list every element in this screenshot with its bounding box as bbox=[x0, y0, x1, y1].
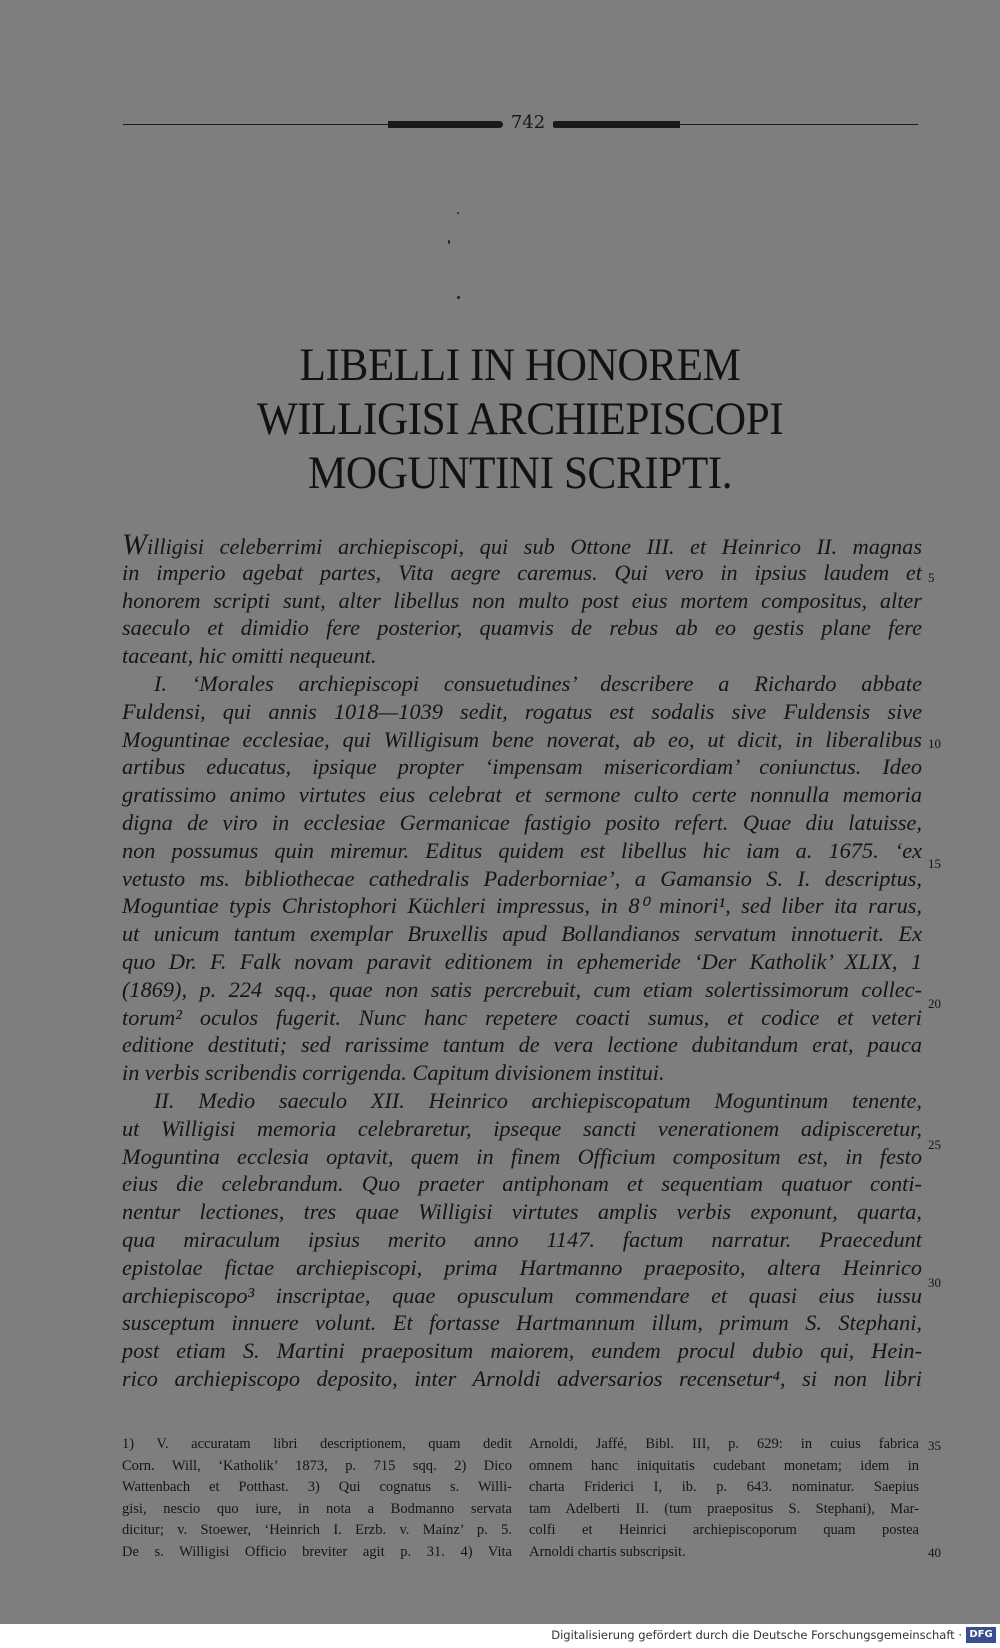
text-line: editione destituti; sed rarissime tantum de vera lectione dubitandum erat, pauca bbox=[122, 1032, 922, 1058]
footnote-line: Arnoldi, Jaffé, Bibl. III, p. 629: in cuius fabrica bbox=[529, 1436, 919, 1452]
title-line: LIBELLI IN HONOREM bbox=[299, 339, 741, 391]
line-number: 35 bbox=[928, 1438, 941, 1453]
line-number: 30 bbox=[928, 1275, 941, 1290]
text-line: torum² oculos fugerit. Nunc hanc repetere coacti sumus, et codice et veteri bbox=[122, 1004, 922, 1030]
line-number: 40 bbox=[928, 1545, 941, 1560]
text-line: artibus educatus, ipsique propter ‘impensam misericordiam’ coniunctus. Ideo bbox=[122, 754, 922, 780]
text-line: II. Medio saeculo XII. Heinrico archiepiscopatum Moguntinum tenente, bbox=[154, 1087, 922, 1113]
text-line: in imperio agebat partes, Vita aegre caremus. Qui vero in ipsius laudem et bbox=[122, 559, 922, 585]
text-line: gratissimo animo virtutes eius celebrat et sermone culto certe nonnulla memoria bbox=[122, 782, 922, 808]
text-line: eius die celebrandum. Quo praeter antiphonam et sequentiam quatuor conti- bbox=[122, 1171, 922, 1197]
footnote-line: colfi et Heinrici archiepiscoporum quam postea bbox=[529, 1522, 919, 1538]
text-line: qua miraculum ipsius merito anno 1147. factum narratur. Praecedunt bbox=[122, 1226, 922, 1252]
digitization-footer bbox=[0, 1624, 1000, 1648]
text-line: post etiam S. Martini praepositum maiorem, eundem procul dubio qui, Hein- bbox=[122, 1338, 922, 1364]
line-number: 10 bbox=[928, 736, 941, 751]
footnote-line: gisi, nescio quo iure, in nota a Bodmanno servata bbox=[122, 1500, 512, 1517]
text-line: Moguntiae typis Christophori Küchleri impressus, in 8⁰ minori¹, sed liber ita rarus, bbox=[122, 893, 922, 919]
line-number: 5 bbox=[928, 570, 935, 585]
text-line: nentur lectiones, tres quae Willigisi virtutes amplis verbis exponunt, quarta, bbox=[122, 1199, 922, 1225]
text-line: vetusto ms. bibliothecae cathedralis Paderborniae’, a Gamansio S. I. descriptus, bbox=[122, 865, 922, 891]
body-text bbox=[122, 528, 922, 1393]
header-ornament-right bbox=[552, 121, 680, 128]
text-line: epistolae fictae archiepiscopi, prima Hartmanno praeposito, altera Heinrico bbox=[122, 1254, 922, 1280]
text-line: quo Dr. F. Falk novam paravit editionem in ephemeride ‘Der Katholik’ XLIX, 1 bbox=[122, 948, 922, 974]
footnote-line: Corn. Will, ‘Katholik’ 1873, p. 715 sqq. 2) Dico bbox=[122, 1457, 512, 1474]
document-title bbox=[110, 338, 930, 500]
title-line: MOGUNTINI SCRIPTI. bbox=[307, 447, 733, 499]
footnote-line: Wattenbach et Potthast. 3) Qui cognatus s. Willi- bbox=[122, 1479, 512, 1495]
text-line: ut unicum tantum exemplar Bruxellis apud Bollandianos servatum innotuerit. Ex bbox=[122, 921, 922, 947]
text-line: taceant, hic omitti nequeunt. bbox=[122, 643, 377, 669]
text-line: susceptum innuere volunt. Et fortasse Hartmannum illum, primum S. Stephani, bbox=[122, 1310, 922, 1336]
page-number: 742 bbox=[503, 112, 553, 133]
text-line: I. ‘Morales archiepiscopi consuetudines’ describere a Richardo abbate bbox=[154, 670, 922, 696]
footnote-line: 1) V. accuratam libri descriptionem, quam dedit bbox=[122, 1436, 512, 1452]
text-line: Moguntinae ecclesiae, qui Willigisum bene noverat, ab eo, ut dicit, in liberalibus bbox=[122, 726, 922, 752]
footnote-line: De s. Willigisi Officio breviter agit p. 31. 4) Vita bbox=[122, 1543, 512, 1560]
header-ornament-left bbox=[388, 121, 503, 128]
footnote-line: Arnoldi chartis subscripsit. bbox=[529, 1543, 686, 1560]
text-line: archiepiscopo³ inscriptae, quae opusculum commendare et quasi eius iussu bbox=[122, 1282, 922, 1308]
footnote-line: tam Adelberti II. (tum praepositus S. Stephani), Mar- bbox=[529, 1500, 919, 1517]
text-line: ut Willigisi memoria celebraretur, ipseque sancti venerationem adipisceretur, bbox=[122, 1115, 922, 1141]
line-number: 15 bbox=[928, 856, 941, 871]
text-line: in verbis scribendis corrigenda. Capitum divisionem institui. bbox=[122, 1060, 665, 1086]
text-line: honorem scripti sunt, alter libellus non multo post eius mortem compositus, alter bbox=[122, 587, 922, 613]
text-line: (1869), p. 224 sqq., quae non satis percrebuit, cum etiam solertissimorum collec- bbox=[122, 976, 922, 1002]
text-line: non possumus quin miremur. Editus quidem est libellus hic iam a. 1675. ‘ex bbox=[122, 837, 922, 863]
text-line: Fuldensi, qui annis 1018—1039 sedit, rogatus est sodalis sive Fuldensis sive bbox=[122, 698, 922, 724]
text-line: digna de viro in ecclesiae Germanicae fastigio posito refert. Quae diu latuisse, bbox=[122, 809, 922, 835]
footnotes-right-column bbox=[529, 1434, 919, 1563]
footnote-line: dicitur; v. Stoewer, ‘Heinrich I. Erzb. v. Mainz’ p. 5. bbox=[122, 1522, 512, 1538]
text-line: saeculo et dimidio fere posterior, quamvis de rebus ab eo gestis plane fere bbox=[122, 615, 922, 641]
footnotes-left-column bbox=[122, 1434, 512, 1563]
text-line: rico archiepiscopo deposito, inter Arnoldi adversarios recensetur⁴, si non libri bbox=[122, 1365, 922, 1391]
footnote-line: charta Friderici I, ib. p. 643. nominatur. Saepius bbox=[529, 1479, 919, 1495]
text-line: Willigisi celeberrimi archiepiscopi, qui sub Ottone III. et Heinrico II. magnas bbox=[122, 528, 922, 561]
scan-speck bbox=[448, 240, 450, 244]
line-number: 20 bbox=[928, 996, 941, 1011]
funding-notice: Digitalisierung gefördert durch die Deutsche Forschungsgemeinschaft · bbox=[551, 1628, 962, 1642]
scan-speck bbox=[457, 212, 459, 214]
scan-speck bbox=[457, 296, 460, 299]
drop-cap: W bbox=[122, 528, 147, 561]
dfg-logo[interactable]: DFG bbox=[966, 1627, 996, 1643]
line-number: 25 bbox=[928, 1137, 941, 1152]
footnote-line: omnem hanc iniquitatis cudebant monetam; idem in bbox=[529, 1457, 919, 1474]
text-line: Moguntina ecclesia optavit, quem in finem Officium compositum est, in festo bbox=[122, 1143, 922, 1169]
title-line: WILLIGISI ARCHIEPISCOPI bbox=[256, 393, 784, 445]
